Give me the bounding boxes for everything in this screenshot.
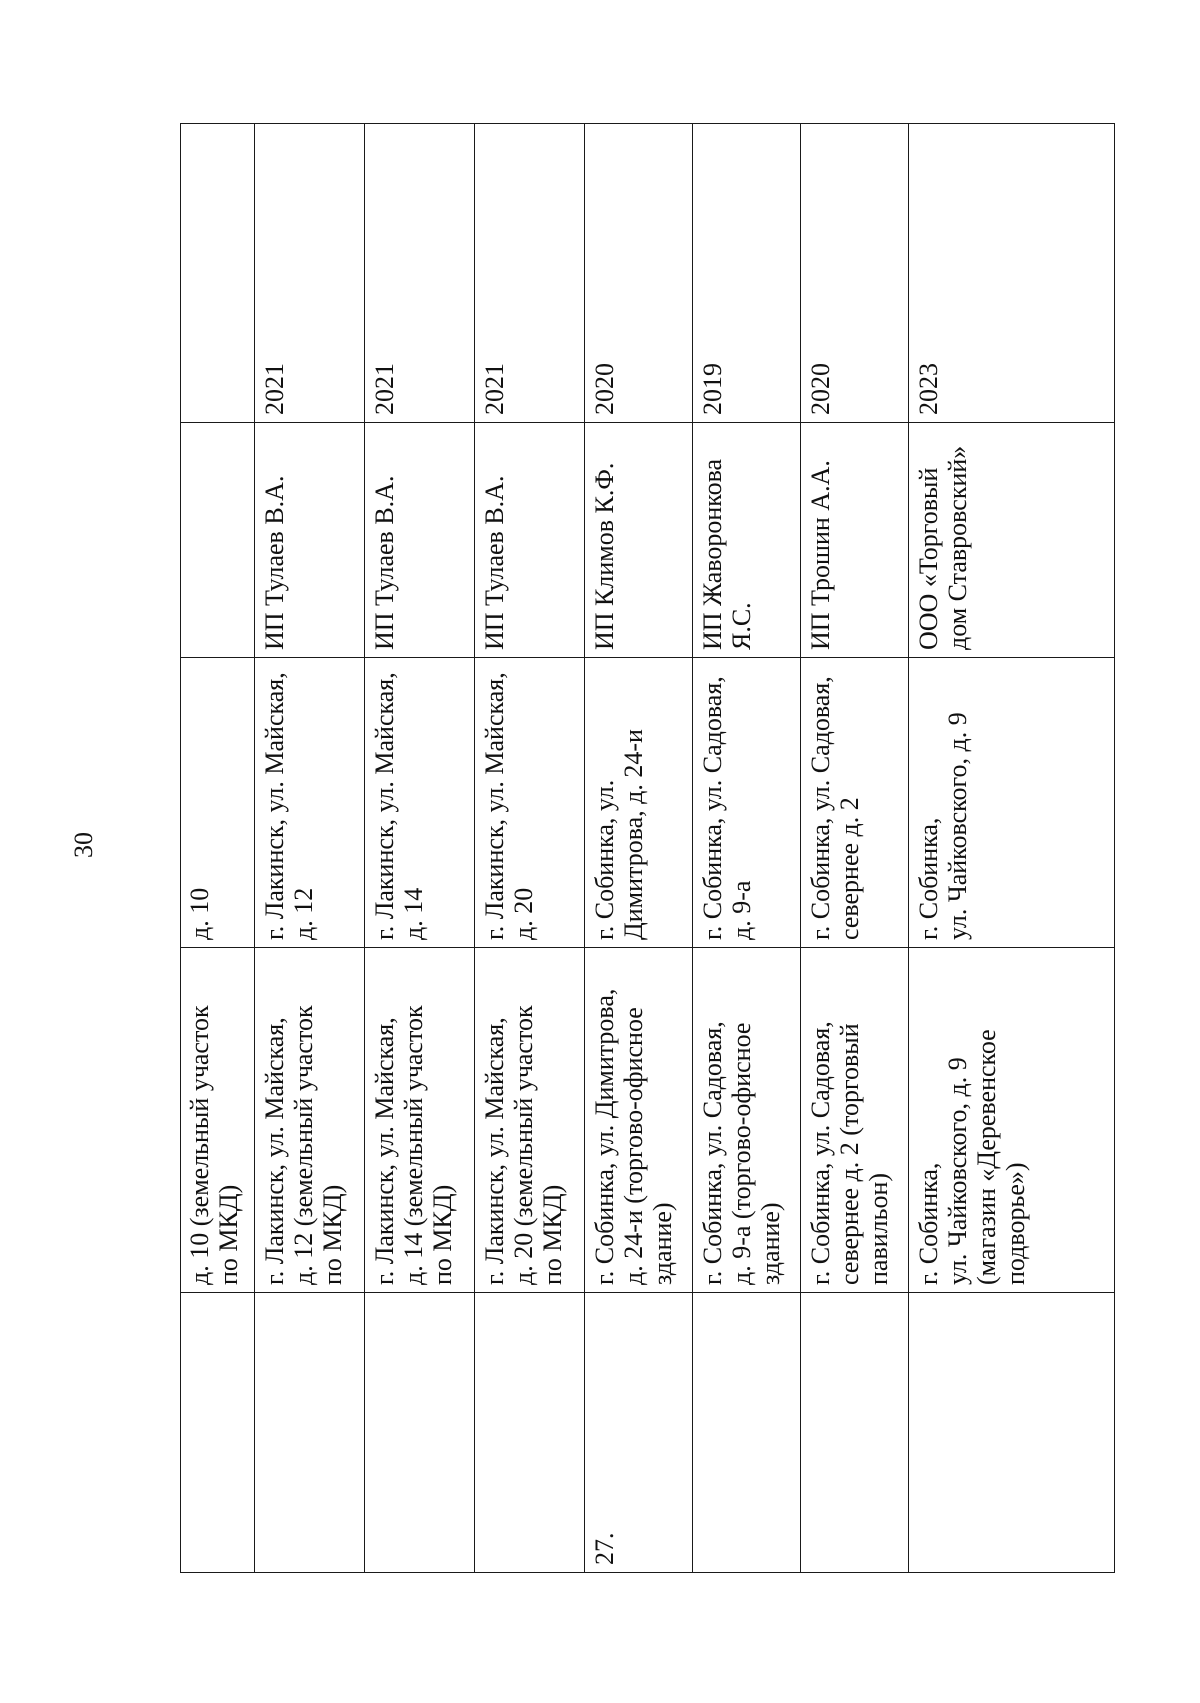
object-address-cell: г. Лакинск, ул. Майская, д. 20 (земельный участок по МКД) (480, 1005, 567, 1285)
owner-cell: ИП Тулаев В.А. (370, 475, 399, 650)
year-cell: 2023 (914, 363, 943, 415)
row-number-cell (365, 1293, 474, 1573)
year-cell: 2020 (806, 363, 835, 415)
object-address-cell: г. Собинка, ул. Чайковского, д. 9 (магазин «Деревенское подворье») (914, 1029, 1030, 1285)
column-divider (180, 1292, 254, 1293)
owner-cell: ООО «Торговый дом Ставровский» (914, 445, 972, 650)
object-address-cell: г. Лакинск, ул. Майская, д. 14 (земельный участок по МКД) (370, 1005, 457, 1285)
object-address-cell: д. 10 (земельный участок по МКД) (185, 1005, 243, 1285)
location-cell: г. Собинка, ул. Садовая, д. 9-а (698, 676, 756, 940)
table-row (180, 123, 255, 1573)
location-cell: д. 10 (185, 887, 214, 940)
column-divider (585, 1292, 692, 1293)
row-number-cell (255, 1293, 364, 1573)
column-divider (693, 422, 800, 423)
table-row (365, 123, 475, 1573)
owner-cell: ИП Тулаев В.А. (260, 475, 289, 650)
owner-cell (180, 423, 254, 658)
rotated-table (180, 123, 1115, 1573)
year-cell: 2021 (370, 363, 399, 415)
column-divider (475, 1292, 584, 1293)
owner-cell: ИП Тулаев В.А. (480, 475, 509, 650)
row-number-cell (801, 1293, 908, 1573)
column-divider (693, 947, 800, 948)
row-number-cell: 27. (590, 1532, 619, 1565)
table-row (801, 123, 909, 1573)
row-number-cell (475, 1293, 584, 1573)
column-divider (180, 657, 254, 658)
page-number: 30 (69, 832, 98, 858)
object-address-cell: г. Собинка, ул. Садовая, севернее д. 2 (торговый павильон) (806, 1021, 893, 1285)
year-cell: 2020 (590, 363, 619, 415)
table-row (585, 123, 693, 1573)
column-divider (585, 422, 692, 423)
year-cell: 2019 (698, 363, 727, 415)
location-cell: г. Собинка, ул. Чайковского, д. 9 (914, 712, 972, 940)
column-divider (475, 947, 584, 948)
row-number-cell (180, 1293, 254, 1573)
column-divider (909, 422, 1115, 423)
owner-cell: ИП Жаворонкова Я.С. (698, 458, 756, 650)
column-divider (255, 657, 364, 658)
column-divider (475, 422, 584, 423)
column-divider (693, 657, 800, 658)
table-row (475, 123, 585, 1573)
column-divider (255, 422, 364, 423)
column-divider (365, 422, 474, 423)
column-divider (693, 1292, 800, 1293)
column-divider (801, 947, 908, 948)
location-cell: г. Собинка, ул. Садовая, севернее д. 2 (806, 676, 864, 940)
column-divider (801, 422, 908, 423)
table-row (693, 123, 801, 1573)
object-address-cell: г. Собинка, ул. Садовая, д. 9-а (торгово-офисное здание) (698, 1021, 785, 1285)
row-number-cell (693, 1293, 800, 1573)
row-number-cell (909, 1293, 1115, 1573)
owner-cell: ИП Климов К.Ф. (590, 462, 619, 650)
year-cell: 2021 (480, 363, 509, 415)
table-row (255, 123, 365, 1573)
column-divider (365, 947, 474, 948)
column-divider (365, 657, 474, 658)
column-divider (475, 657, 584, 658)
column-divider (585, 657, 692, 658)
column-divider (365, 1292, 474, 1293)
column-divider (909, 947, 1115, 948)
location-cell: г. Лакинск, ул. Майская, д. 14 (370, 672, 428, 940)
column-divider (180, 422, 254, 423)
column-divider (909, 1292, 1115, 1293)
year-cell (180, 123, 254, 423)
location-cell: г. Лакинск, ул. Майская, д. 20 (480, 672, 538, 940)
location-cell: г. Лакинск, ул. Майская, д. 12 (260, 672, 318, 940)
column-divider (255, 1292, 364, 1293)
column-divider (255, 947, 364, 948)
location-cell: г. Собинка, ул. Димитрова, д. 24-и (590, 729, 648, 940)
object-address-cell: г. Собинка, ул. Димитрова, д. 24-и (торгово-офисное здание) (590, 988, 677, 1285)
column-divider (585, 947, 692, 948)
owner-cell: ИП Трошин А.А. (806, 460, 835, 650)
year-cell: 2021 (260, 363, 289, 415)
column-divider (180, 947, 254, 948)
column-divider (801, 1292, 908, 1293)
object-address-cell: г. Лакинск, ул. Майская, д. 12 (земельный участок по МКД) (260, 1005, 347, 1285)
table-row (909, 123, 1115, 1573)
column-divider (909, 657, 1115, 658)
column-divider (801, 657, 908, 658)
